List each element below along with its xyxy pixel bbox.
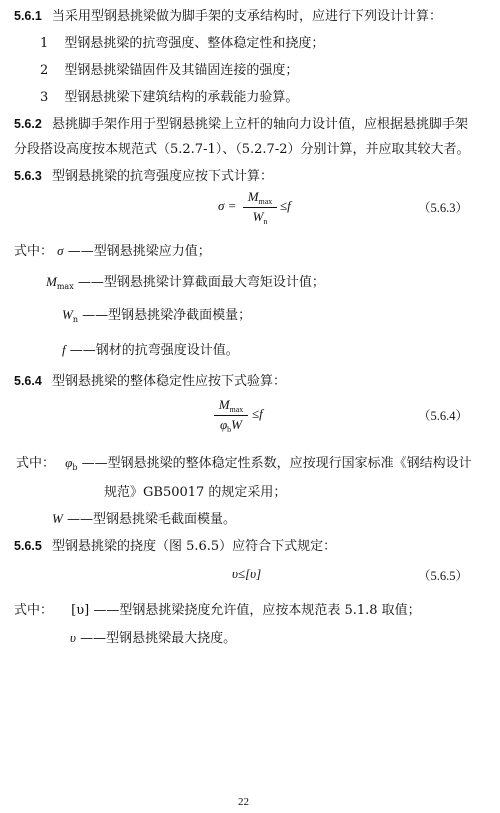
where-row (14, 240, 211, 259)
equation-number: （5.6.5） (418, 569, 469, 583)
list-item-number: 2 (40, 63, 49, 78)
fraction-denominator: $W_n$ (252, 209, 268, 226)
clause-text-line1: 悬挑脚手架作用于型钢悬挑梁上立杆的轴向力设计值，应根据悬挑脚手架 (51, 117, 468, 132)
where-label: 式中： (14, 603, 54, 618)
symbol: [υ] (71, 603, 90, 618)
fraction-bar (243, 207, 277, 208)
clause-number: 5.6.2 (14, 117, 42, 131)
list-item-text: 型钢悬挑梁锚固件及其锚固连接的强度； (64, 63, 299, 78)
where-label: 式中： (16, 456, 56, 471)
definition: ——型钢悬挑梁应力值； (67, 244, 211, 259)
where-row: 式中： $\varphi_b$ ——型钢悬挑梁的整体稳定性系数，应按现行国家标准《钢结构设计 (16, 455, 472, 472)
clause-5-6-3 (14, 165, 273, 184)
definition: ——型钢悬挑梁的整体稳定性系数，应按现行国家标准《钢结构设计 (81, 456, 472, 471)
clause-5-6-5 (14, 535, 336, 554)
list-item (40, 32, 324, 51)
equation-fraction (243, 189, 277, 226)
clause-number: 5.6.5 (14, 539, 42, 553)
fraction-denominator: $\varphi_bW$ (219, 417, 243, 434)
clause-5-6-2 (14, 113, 468, 132)
where-label: 式中： (14, 244, 54, 259)
clause-text-line2: 分段搭设高度按本规范式（5.2.7-1）、（5.2.7-2）分别计算，并应取其较大者。 (14, 142, 470, 157)
equation-number: （5.6.3） (418, 201, 469, 215)
where-row (52, 508, 236, 527)
clause-text: 型钢悬挑梁的整体稳定性应按下式验算： (51, 374, 286, 389)
symbol: W (62, 307, 73, 322)
definition: ——型钢悬挑梁挠度允许值，应按本规范表 5.1.8 取值； (93, 603, 421, 618)
list-item-number: 1 (40, 36, 49, 51)
equation-lhs: σ = (218, 198, 237, 213)
where-row (62, 339, 239, 358)
clause-number: 5.6.1 (14, 9, 42, 23)
fraction-bar (214, 415, 248, 416)
definition-continuation: 规范》GB50017 的规定采用； (104, 485, 287, 500)
symbol: φ (65, 455, 73, 470)
equation-rhs: ≤f (280, 198, 291, 213)
definition: ——钢材的抗弯强度设计值。 (69, 343, 239, 358)
list-item-number: 3 (40, 90, 49, 105)
clause-text: 型钢悬挑梁的挠度（图 5.6.5）应符合下式规定： (51, 539, 337, 554)
where-row: $W_n$ ——型钢悬挑梁净截面模量； (62, 307, 252, 324)
definition: ——型钢悬挑梁净截面模量； (82, 308, 252, 323)
clause-5-6-4 (14, 370, 286, 389)
where-row: $M_{max}$ ——型钢悬挑梁计算截面最大弯矩设计值； (46, 274, 325, 291)
page-number: 22 (238, 796, 249, 808)
symbol: W (52, 511, 63, 526)
equation-rhs: ≤f (252, 406, 263, 421)
definition: ——型钢悬挑梁计算截面最大弯矩设计值； (77, 275, 325, 290)
where-row (14, 599, 421, 618)
equation: υ≤[υ] (232, 566, 262, 581)
clause-number: 5.6.4 (14, 374, 42, 388)
list-item-text: 型钢悬挑梁的抗弯强度、整体稳定性和挠度； (64, 36, 325, 51)
symbol: υ (70, 630, 76, 645)
symbol: M (46, 274, 57, 289)
symbol: σ (57, 243, 64, 258)
definition: ——型钢悬挑梁最大挠度。 (80, 631, 237, 646)
fraction-numerator: $M_{max}$ (218, 397, 244, 414)
list-item-text: 型钢悬挑梁下建筑结构的承载能力验算。 (64, 90, 299, 105)
list-item (40, 86, 298, 105)
fraction-numerator: $M_{max}$ (247, 189, 273, 206)
clause-text: 型钢悬挑梁的抗弯强度应按下式计算： (51, 169, 273, 184)
list-item (40, 59, 298, 78)
clause-5-6-1 (14, 5, 442, 24)
clause-number: 5.6.3 (14, 169, 42, 183)
where-row (70, 627, 236, 646)
symbol: f (62, 342, 66, 357)
clause-text: 当采用型钢悬挑梁做为脚手架的支承结构时，应进行下列设计计算： (51, 9, 442, 24)
definition: ——型钢悬挑梁毛截面模量。 (66, 512, 236, 527)
equation-fraction (214, 397, 248, 434)
equation-number: （5.6.4） (418, 409, 469, 423)
